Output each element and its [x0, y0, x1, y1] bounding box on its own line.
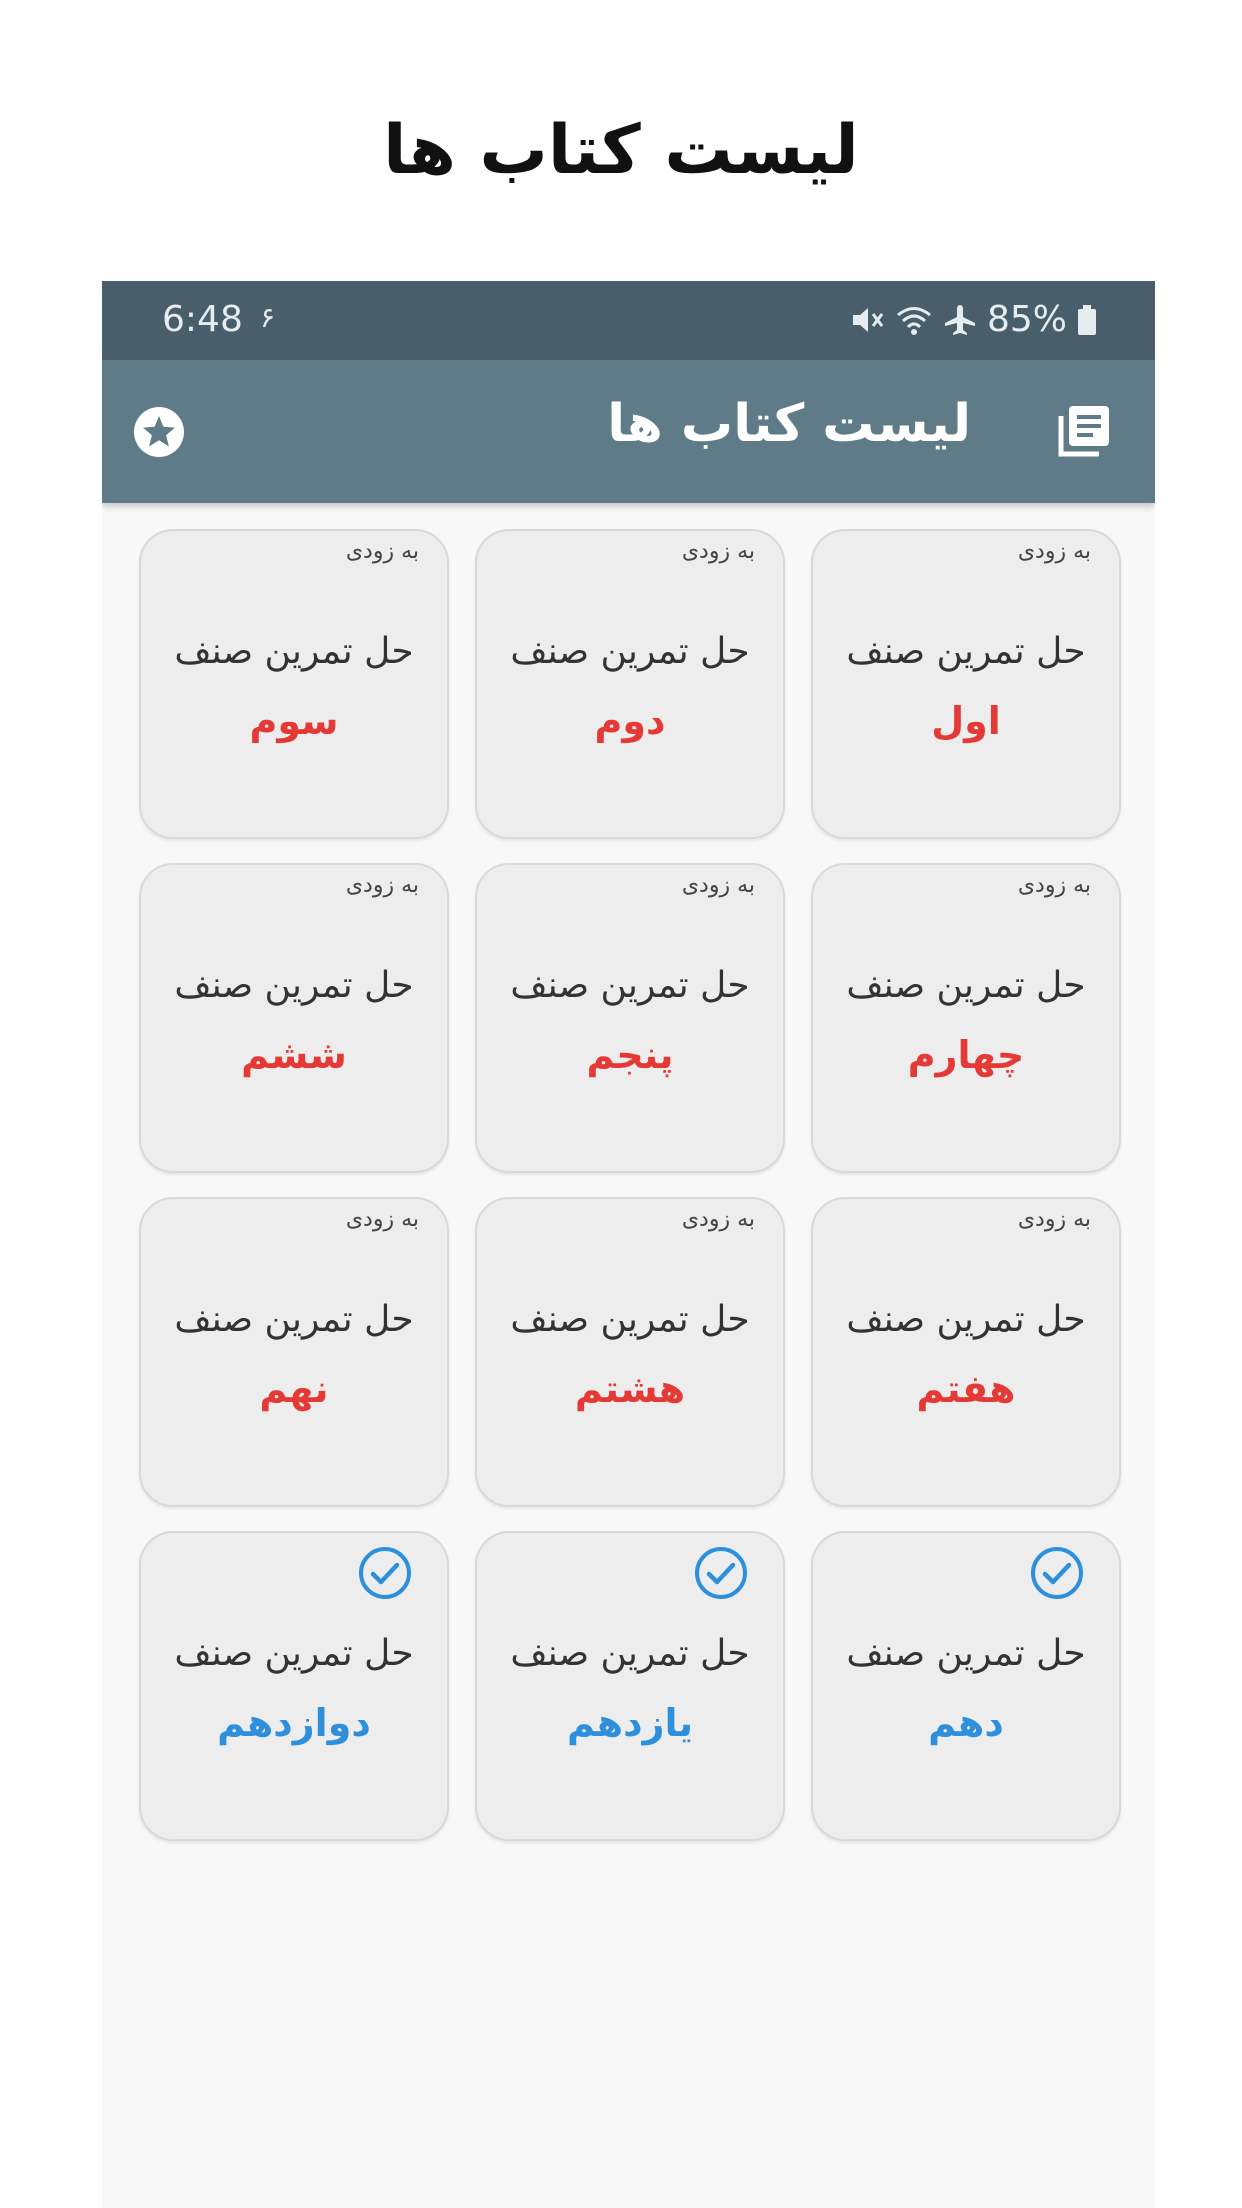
- card-label: حل تمرین صنف: [174, 1633, 414, 1674]
- card-label: حل تمرین صنف: [510, 1299, 750, 1340]
- card-label: حل تمرین صنف: [174, 1299, 414, 1340]
- app-bar: [102, 360, 1155, 503]
- check-circle-icon: [1029, 1545, 1085, 1601]
- card-grade: هشتم: [574, 1367, 686, 1411]
- card-grade: دوم: [594, 699, 666, 743]
- card-label: حل تمرین صنف: [174, 965, 414, 1006]
- book-card[interactable]: [475, 1197, 785, 1507]
- coming-soon-badge: به زودی: [345, 873, 419, 898]
- book-card[interactable]: [811, 863, 1121, 1173]
- card-grade: پنجم: [586, 1033, 674, 1077]
- card-grade: دهم: [928, 1701, 1004, 1745]
- card-grade: سوم: [249, 699, 339, 743]
- card-label: حل تمرین صنف: [846, 631, 1086, 672]
- check-circle-icon: [693, 1545, 749, 1601]
- book-card[interactable]: [811, 1531, 1121, 1841]
- battery-icon: [1077, 304, 1097, 336]
- notification-icon: ۶: [260, 301, 276, 334]
- book-card[interactable]: [139, 863, 449, 1173]
- book-card[interactable]: [811, 1197, 1121, 1507]
- book-card[interactable]: [475, 529, 785, 839]
- card-label: حل تمرین صنف: [510, 631, 750, 672]
- book-card[interactable]: [811, 529, 1121, 839]
- card-grade: یازدهم: [566, 1701, 694, 1745]
- coming-soon-badge: به زودی: [345, 1207, 419, 1232]
- card-grade: نهم: [259, 1367, 329, 1411]
- mute-icon: [851, 305, 885, 335]
- coming-soon-badge: به زودی: [1017, 539, 1091, 564]
- page-heading: لیست کتاب ها: [383, 111, 859, 190]
- check-circle-icon: [357, 1545, 413, 1601]
- coming-soon-badge: به زودی: [681, 873, 755, 898]
- card-grade: چهارم: [907, 1033, 1025, 1077]
- card-label: حل تمرین صنف: [510, 965, 750, 1006]
- card-grade: دوازدهم: [217, 1701, 371, 1745]
- book-card[interactable]: [475, 1531, 785, 1841]
- airplane-mode-icon: [943, 303, 977, 337]
- card-label: حل تمرین صنف: [846, 1299, 1086, 1340]
- card-label: حل تمرین صنف: [174, 631, 414, 672]
- card-label: حل تمرین صنف: [846, 1633, 1086, 1674]
- card-grade: هفتم: [916, 1367, 1016, 1411]
- book-card[interactable]: [139, 529, 449, 839]
- coming-soon-badge: به زودی: [1017, 1207, 1091, 1232]
- card-grade: ششم: [241, 1033, 347, 1077]
- app-title: لیست کتاب ها: [607, 394, 971, 454]
- coming-soon-badge: به زودی: [681, 539, 755, 564]
- status-indicators: [851, 299, 1097, 340]
- phone-screen: [102, 281, 1155, 2208]
- coming-soon-badge: به زودی: [345, 539, 419, 564]
- wifi-icon: [895, 304, 933, 336]
- star-circle-icon[interactable]: [132, 405, 186, 459]
- card-label: حل تمرین صنف: [846, 965, 1086, 1006]
- coming-soon-badge: به زودی: [681, 1207, 755, 1232]
- status-bar: [102, 281, 1155, 360]
- card-label: حل تمرین صنف: [510, 1633, 750, 1674]
- coming-soon-badge: به زودی: [1017, 873, 1091, 898]
- card-grade: اول: [931, 699, 1001, 743]
- status-time: 6:48: [162, 299, 243, 340]
- book-card[interactable]: [139, 1197, 449, 1507]
- battery-percent: 85%: [986, 299, 1067, 340]
- book-card[interactable]: [475, 863, 785, 1173]
- book-card[interactable]: [139, 1531, 449, 1841]
- library-books-icon[interactable]: [1055, 402, 1113, 460]
